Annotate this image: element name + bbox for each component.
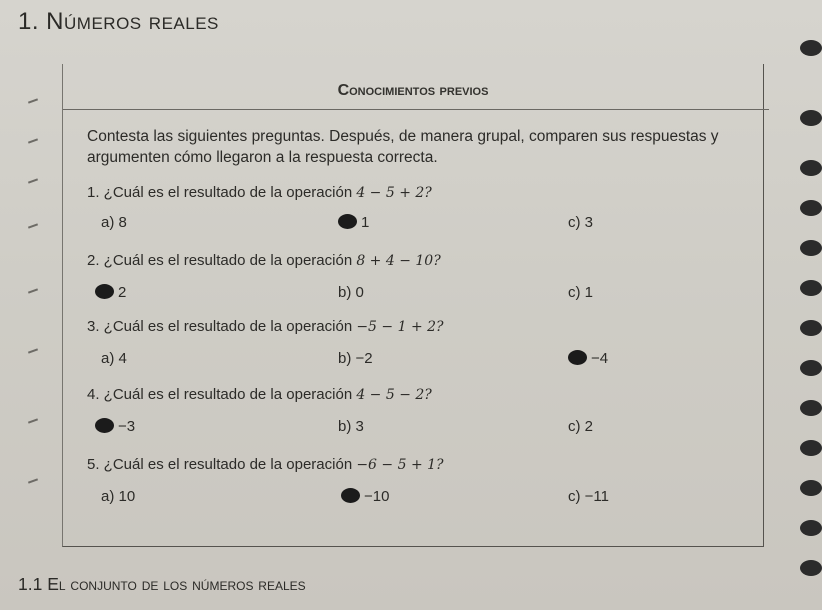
binder-ring-icon xyxy=(800,280,822,296)
binder-ring-icon xyxy=(800,40,822,56)
binder-ring-icon xyxy=(800,160,822,176)
option-c[interactable]: c) −11 xyxy=(568,488,609,505)
option-b[interactable]: b) 0 xyxy=(338,284,364,301)
binder-ring-icon xyxy=(800,240,822,256)
filled-bubble-icon xyxy=(95,284,114,299)
binder-ring-icon xyxy=(800,360,822,376)
question-1 xyxy=(87,184,432,201)
margin-tick xyxy=(28,348,38,353)
margin-tick xyxy=(28,138,38,143)
filled-bubble-icon xyxy=(338,214,357,229)
option-c-selected[interactable]: −4 xyxy=(568,350,608,367)
question-expression: 4 − 5 − 2? xyxy=(356,387,432,403)
binder-ring-icon xyxy=(800,480,822,496)
filled-bubble-icon xyxy=(341,488,360,503)
margin-tick xyxy=(28,478,38,483)
margin-tick xyxy=(28,223,38,228)
question-5 xyxy=(87,456,444,473)
binder-ring-icon xyxy=(800,520,822,536)
option-a[interactable]: a) 8 xyxy=(101,214,127,231)
binder-ring-icon xyxy=(800,560,822,576)
option-b-selected[interactable]: −10 xyxy=(341,488,389,505)
question-2 xyxy=(87,252,441,269)
option-b[interactable]: b) 3 xyxy=(338,418,364,435)
binder-ring-icon xyxy=(800,400,822,416)
question-text: 5. ¿Cuál es el resultado de la operación xyxy=(87,456,357,473)
divider xyxy=(63,109,769,110)
section-heading: 1.1 El conjunto de los números reales xyxy=(18,574,306,594)
question-4 xyxy=(87,386,432,403)
filled-bubble-icon xyxy=(95,418,114,433)
question-expression: −6 − 5 + 1? xyxy=(356,457,444,473)
binder-ring-icon xyxy=(800,440,822,456)
question-text: 4. ¿Cuál es el resultado de la operación xyxy=(87,386,357,403)
box-title: Conocimientos previos xyxy=(337,82,489,99)
option-a-selected[interactable]: 2 xyxy=(95,284,126,301)
margin-tick xyxy=(28,288,38,293)
option-a[interactable]: a) 4 xyxy=(101,350,127,367)
margin-tick xyxy=(28,418,38,423)
option-b[interactable]: b) −2 xyxy=(338,350,373,367)
option-c[interactable]: c) 3 xyxy=(568,214,594,231)
question-expression: −5 − 1 + 2? xyxy=(356,319,444,335)
option-b-selected[interactable]: 1 xyxy=(338,214,369,231)
prior-knowledge-box xyxy=(62,64,764,547)
question-expression: 4 − 5 + 2? xyxy=(356,185,432,201)
binder-ring-icon xyxy=(800,320,822,336)
instructions-text: Contesta las siguientes preguntas. Después, de manera grupal, comparen sus respuestas y argumenten cómo llegaron a la respuesta correcta. xyxy=(87,128,719,166)
option-a[interactable]: a) 10 xyxy=(101,488,136,505)
option-c[interactable]: c) 1 xyxy=(568,284,594,301)
question-text: 2. ¿Cuál es el resultado de la operación xyxy=(87,252,357,269)
question-text: 3. ¿Cuál es el resultado de la operación xyxy=(87,318,357,335)
margin-tick xyxy=(28,178,38,183)
question-3 xyxy=(87,318,444,335)
binder-ring-icon xyxy=(800,110,822,126)
question-text: 1. ¿Cuál es el resultado de la operación xyxy=(87,184,357,201)
page-title: 1. Números reales xyxy=(18,8,219,35)
option-c[interactable]: c) 2 xyxy=(568,418,594,435)
binder-ring-icon xyxy=(800,200,822,216)
question-expression: 8 + 4 − 10? xyxy=(356,253,441,269)
margin-tick xyxy=(28,98,38,103)
filled-bubble-icon xyxy=(568,350,587,365)
option-a-selected[interactable]: −3 xyxy=(95,418,135,435)
